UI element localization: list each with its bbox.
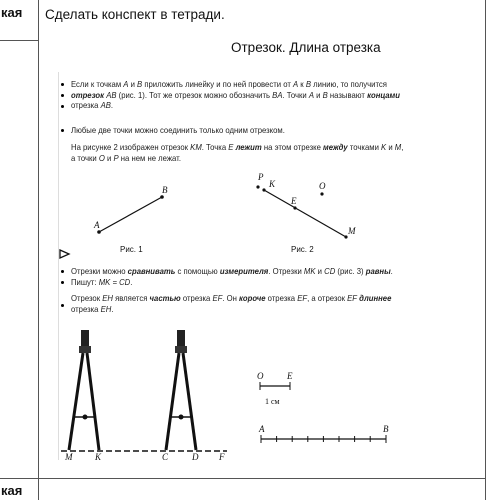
- table-bottom-row-divider: [0, 478, 486, 479]
- label-m: M: [348, 226, 356, 236]
- left-cell-top-text: кая: [1, 5, 23, 20]
- unit-label: 1 см: [265, 397, 280, 406]
- paragraph-segment-definition: Если к точкам A и B приложить линейку и по ней провести от A к B линию, то получится отрезок AB (рис. 1). Тот же отрезок можно обозначить BA. Точки A и B называют концами отрезка AB.: [71, 79, 400, 111]
- paragraph-two-points: Любые две точки можно соединить только одним отрезком.: [71, 125, 285, 135]
- table-right-border: [485, 0, 486, 500]
- bullet-icon: [61, 83, 64, 86]
- point-k: [262, 188, 265, 191]
- table-vertical-divider: [38, 0, 39, 500]
- label-b: B: [162, 185, 168, 195]
- label-a-ruler: A: [259, 424, 265, 434]
- label-o: O: [319, 181, 326, 191]
- label-a: A: [94, 220, 100, 230]
- divider-compass-2: [166, 330, 196, 450]
- point-e: [293, 206, 296, 209]
- divider-compass-1: [69, 330, 99, 450]
- label-e-unit: E: [287, 371, 293, 381]
- textbook-excerpt: [58, 72, 430, 460]
- point-o: [320, 192, 323, 195]
- label-k-bottom: K: [95, 452, 102, 462]
- label-f-bottom: F: [219, 452, 225, 462]
- left-cell-bottom-text: кая: [1, 483, 23, 498]
- label-m-bottom: M: [65, 452, 73, 462]
- paragraph-part-of-segment: Отрезок EH является частью отрезка EF. Он короче отрезка EF, а отрезок EF длиннее отрезка EH.: [71, 293, 392, 314]
- bullet-icon: [61, 270, 64, 273]
- segment-km: [264, 190, 346, 237]
- fig1-caption: Рис. 1: [120, 245, 143, 254]
- bullet-icon: [61, 94, 64, 97]
- label-b-ruler: B: [383, 424, 389, 434]
- task-text: Сделать конспект в тетради.: [45, 7, 225, 22]
- triangle-marker-icon: [59, 248, 71, 260]
- label-d-bottom: D: [192, 452, 199, 462]
- label-e: E: [291, 196, 297, 206]
- point-a: [97, 230, 101, 234]
- bullet-icon: [61, 281, 64, 284]
- paragraph-figure-two: На рисунке 2 изображен отрезок KM. Точка E лежит на этом отрезке между точками K и M, а точки O и P на нем не лежат.: [71, 142, 404, 163]
- label-c-bottom: C: [162, 452, 169, 462]
- label-k: K: [269, 179, 276, 189]
- table-top-row-divider: [0, 40, 38, 41]
- figures-one-two: [59, 170, 430, 270]
- paragraph-compare-segments: Отрезки можно сравнивать с помощью измерителя. Отрезки MK и CD (рис. 3) равны. Пишут: MK = CD.: [71, 266, 393, 287]
- segment-ab: [99, 197, 162, 232]
- point-p: [256, 185, 259, 188]
- lesson-subtitle: Отрезок. Длина отрезка: [231, 40, 381, 55]
- bullet-icon: [61, 105, 64, 108]
- point-b: [160, 195, 164, 199]
- label-p: P: [258, 172, 264, 182]
- fig2-caption: Рис. 2: [291, 245, 314, 254]
- bullet-icon: [61, 129, 64, 132]
- figure-three: [59, 322, 430, 462]
- label-o-unit: O: [257, 371, 264, 381]
- bullet-icon: [61, 304, 64, 307]
